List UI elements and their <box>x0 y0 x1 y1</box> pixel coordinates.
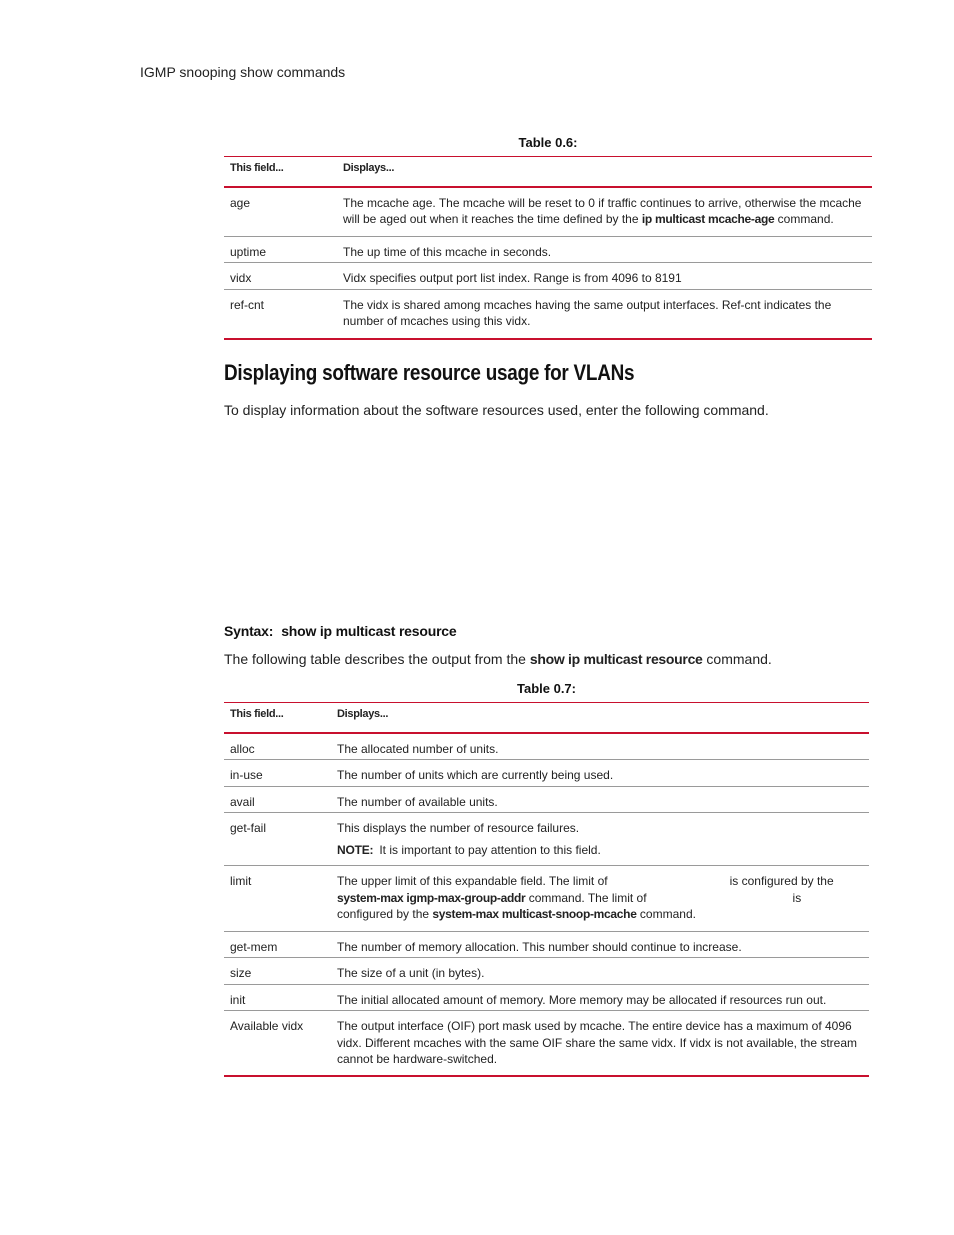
field-description: The size of a unit (in bytes). <box>331 958 869 985</box>
field-name: Available vidx <box>224 1011 331 1076</box>
table-row <box>224 958 869 985</box>
table-row <box>224 263 872 290</box>
table-row <box>224 813 869 866</box>
field-description: The up time of this mcache in seconds. <box>337 236 872 263</box>
table-row <box>224 187 872 237</box>
command-reference: system-max multicast-snoop-mcache <box>432 907 637 921</box>
column-header-field: This field... <box>224 703 331 733</box>
mcache-fields-table <box>224 156 872 340</box>
column-header-field: This field... <box>224 157 337 187</box>
table-description: The following table describes the output from the show ip multicast resource command. <box>224 651 772 667</box>
command-reference: show ip multicast resource <box>529 651 703 667</box>
syntax-line <box>224 623 456 639</box>
resource-fields-table <box>224 702 869 1077</box>
field-name: ref-cnt <box>224 289 337 339</box>
table-caption-2: Table 0.7: <box>516 681 576 696</box>
table-row <box>224 866 869 932</box>
table-caption-1: Table 0.6: <box>518 135 578 150</box>
table-row <box>224 760 869 787</box>
field-name: vidx <box>224 263 337 290</box>
syntax-command: show ip multicast resource <box>281 623 457 639</box>
field-name: init <box>224 984 331 1011</box>
command-reference: ip multicast mcache-age <box>641 212 775 226</box>
table-row <box>224 1011 869 1076</box>
field-name: alloc <box>224 733 331 760</box>
field-name: avail <box>224 786 331 813</box>
field-name: get-mem <box>224 931 331 958</box>
field-description: The allocated number of units. <box>331 733 869 760</box>
command-reference: system-max igmp-max-group-addr <box>337 890 526 905</box>
column-header-displays: Displays... <box>331 703 869 733</box>
field-name: age <box>224 187 337 237</box>
table-row <box>224 931 869 958</box>
note <box>337 842 863 859</box>
field-name: size <box>224 958 331 985</box>
note-text: It is important to pay attention to this field. <box>379 842 601 857</box>
column-header-displays: Displays... <box>337 157 872 187</box>
field-name: in-use <box>224 760 331 787</box>
table-row <box>224 289 872 339</box>
field-description: Vidx specifies output port list index. Range is from 4096 to 8191 <box>337 263 872 290</box>
note-label: NOTE: <box>337 842 374 857</box>
section-intro: To display information about the software resources used, enter the following command. <box>224 402 769 418</box>
table-header-row <box>224 703 869 733</box>
running-header: IGMP snooping show commands <box>140 64 346 80</box>
field-description: The number of available units. <box>331 786 869 813</box>
section-heading: Displaying software resource usage for VLANs <box>224 360 635 385</box>
field-description: This displays the number of resource failures. NOTE: It is important to pay attention to this field. <box>331 813 869 866</box>
field-description: The initial allocated amount of memory. More memory may be allocated if resources run out. <box>331 984 869 1011</box>
field-name: uptime <box>224 236 337 263</box>
table-header-row <box>224 157 872 187</box>
field-description: The output interface (OIF) port mask used by mcache. The entire device has a maximum of 4096 vidx. Different mcaches with the same OIF share the same vidx. If vidx is not available, the stream cannot be hardware-switched. <box>331 1011 869 1076</box>
field-description: The number of units which are currently being used. <box>331 760 869 787</box>
table-row <box>224 786 869 813</box>
field-description: The mcache age. The mcache will be reset to 0 if traffic continues to arrive, otherwise the mcache will be aged out when it reaches the time defined by the ip multicast mcache-age command. <box>337 187 872 237</box>
table-row <box>224 733 869 760</box>
table-row <box>224 984 869 1011</box>
table-row <box>224 236 872 263</box>
syntax-label: Syntax: <box>224 623 274 639</box>
field-description: The upper limit of this expandable field. The limit of is configured by the system-max igmp-max-group-addr command. The limit of is configured by the system-max multicast-snoop-mcache command. <box>331 866 869 932</box>
field-description: The number of memory allocation. This number should continue to increase. <box>331 931 869 958</box>
field-name: limit <box>224 866 331 932</box>
field-description: The vidx is shared among mcaches having the same output interfaces. Ref-cnt indicates the number of mcaches using this vidx. <box>337 289 872 339</box>
field-name: get-fail <box>224 813 331 866</box>
